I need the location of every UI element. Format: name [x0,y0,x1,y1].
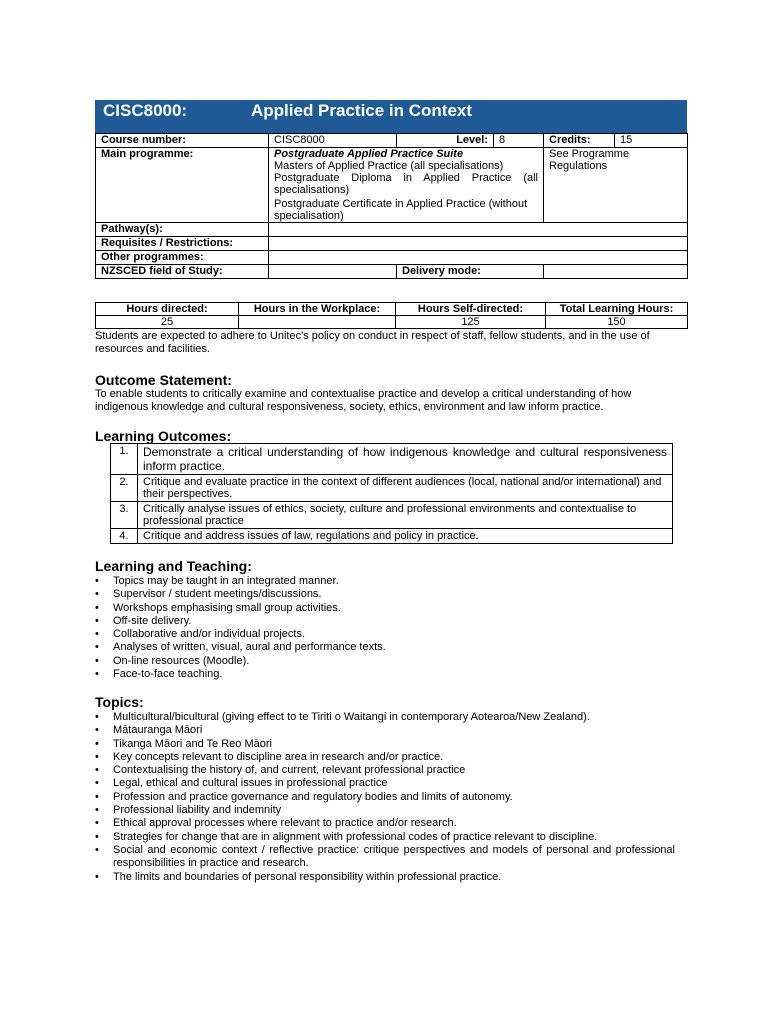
credits-value: 15 [615,134,688,148]
list-item: • Social and economic context / reflective practice: critique perspectives and models of personal and professional responsibilities in practice and research. [95,844,675,871]
course-number-value: CISC8000 [269,134,397,148]
outcome-statement-heading: Outcome Statement: [95,372,232,388]
learning-outcome-number: 2. [111,475,138,502]
hours-value: 25 [96,316,239,329]
nzsced-label: NZSCED field of Study: [96,265,269,279]
learning-outcome-number: 3. [111,502,138,529]
list-item: • On-line resources (Moodle). [95,655,675,668]
main-programme-title: Postgraduate Applied Practice Suite [274,148,464,160]
course-info-table [95,133,688,279]
main-programme-line: Postgraduate Diploma in Applied Practice (all specialisations) [274,172,538,196]
list-item: • Face-to-face teaching. [95,668,675,681]
list-item: • Supervisor / student meetings/discussions. [95,588,675,601]
list-item: • Contextualising the history of, and current, relevant professional practice [95,764,675,777]
main-programme-label: Main programme: [96,148,269,223]
hours-value: 150 [546,316,688,329]
main-programme-line: Masters of Applied Practice (all specialisations) [274,160,504,172]
main-programme-cell [269,148,544,223]
pathways-value [269,223,688,237]
learning-teaching-list [95,575,675,681]
hours-value: 125 [396,316,546,329]
requisites-value [269,237,688,251]
hours-table [95,302,688,329]
learning-outcome-text: Critique and evaluate practice in the context of different audiences (local, national and/or international) and their perspectives. [138,475,673,502]
delivery-mode-value [544,265,688,279]
learning-outcomes-heading: Learning Outcomes: [95,428,232,444]
other-programmes-value [269,251,688,265]
learning-teaching-heading: Learning and Teaching: [95,558,252,574]
learning-outcome-row [111,502,673,529]
list-item: • Strategies for change that are in alignment with professional codes of practice relevant to discipline. [95,831,675,844]
credits-label: Credits: [544,134,615,148]
hours-header: Hours in the Workplace: [239,303,396,316]
list-item: • Profession and practice governance and regulatory bodies and limits of autonomy. [95,791,675,804]
course-number-label: Course number: [96,134,269,148]
hours-header: Total Learning Hours: [546,303,688,316]
list-item: • Tikanga Māori and Te Reo Māori [95,738,675,751]
pathways-label: Pathway(s): [96,223,269,237]
list-item: • Legal, ethical and cultural issues in professional practice [95,777,675,790]
nzsced-value [269,265,397,279]
list-item: • Key concepts relevant to discipline area in research and/or practice. [95,751,675,764]
list-item: • Mātauranga Māori [95,724,675,737]
learning-outcome-text: Demonstrate a critical understanding of how indigenous knowledge and cultural responsiveness inform practice. [138,444,673,475]
learning-outcome-number: 4. [111,529,138,544]
hours-header: Hours Self-directed: [396,303,546,316]
learning-outcome-row [111,475,673,502]
list-item: • Off-site delivery. [95,615,675,628]
list-item: • Workshops emphasising small group activities. [95,602,675,615]
list-item: • Multicultural/bicultural (giving effect to te Tiriti o Waitangi in contemporary Aotearoa/New Zealand). [95,711,675,724]
list-item: • Professional liability and indemnity [95,804,675,817]
learning-outcomes-table [110,443,673,544]
learning-outcome-number: 1. [111,444,138,475]
list-item: • Analyses of written, visual, aural and performance texts. [95,641,675,654]
requisites-label: Requisites / Restrictions: [96,237,269,251]
topics-list [95,711,675,884]
hours-header: Hours directed: [96,303,239,316]
level-value: 8 [494,134,544,148]
course-header-banner [95,100,687,133]
list-item: • The limits and boundaries of personal responsibility within professional practice. [95,871,675,884]
delivery-mode-label: Delivery mode: [397,265,544,279]
learning-outcome-text: Critique and address issues of law, regulations and policy in practice. [138,529,673,544]
see-programme-regulations: See Programme Regulations [544,148,688,223]
learning-outcome-text: Critically analyse issues of ethics, society, culture and professional environments and contextualise to professional practice [138,502,673,529]
list-item: • Ethical approval processes where relevant to practice and/or research. [95,817,675,830]
other-programmes-label: Other programmes: [96,251,269,265]
outcome-statement-text: To enable students to critically examine and contextualise practice and develop a critical understanding of how indigenous knowledge and cultural responsiveness, society, ethics, environment and law inform practice. [95,388,632,413]
course-title-heading: Applied Practice in Context [251,101,473,120]
learning-outcome-row [111,529,673,544]
list-item: • Collaborative and/or individual projects. [95,628,675,641]
topics-heading: Topics: [95,694,144,710]
list-item: • Topics may be taught in an integrated manner. [95,575,675,588]
course-code-heading: CISC8000: [103,101,188,120]
policy-note: Students are expected to adhere to Unitec's policy on conduct in respect of staff, fellow students, and in the use of resources and facilities. [95,330,650,355]
hours-value [239,316,396,329]
main-programme-line: Postgraduate Certificate in Applied Practice (without specialisation) [274,198,528,222]
learning-outcome-row [111,444,673,475]
level-label: Level: [397,134,494,148]
